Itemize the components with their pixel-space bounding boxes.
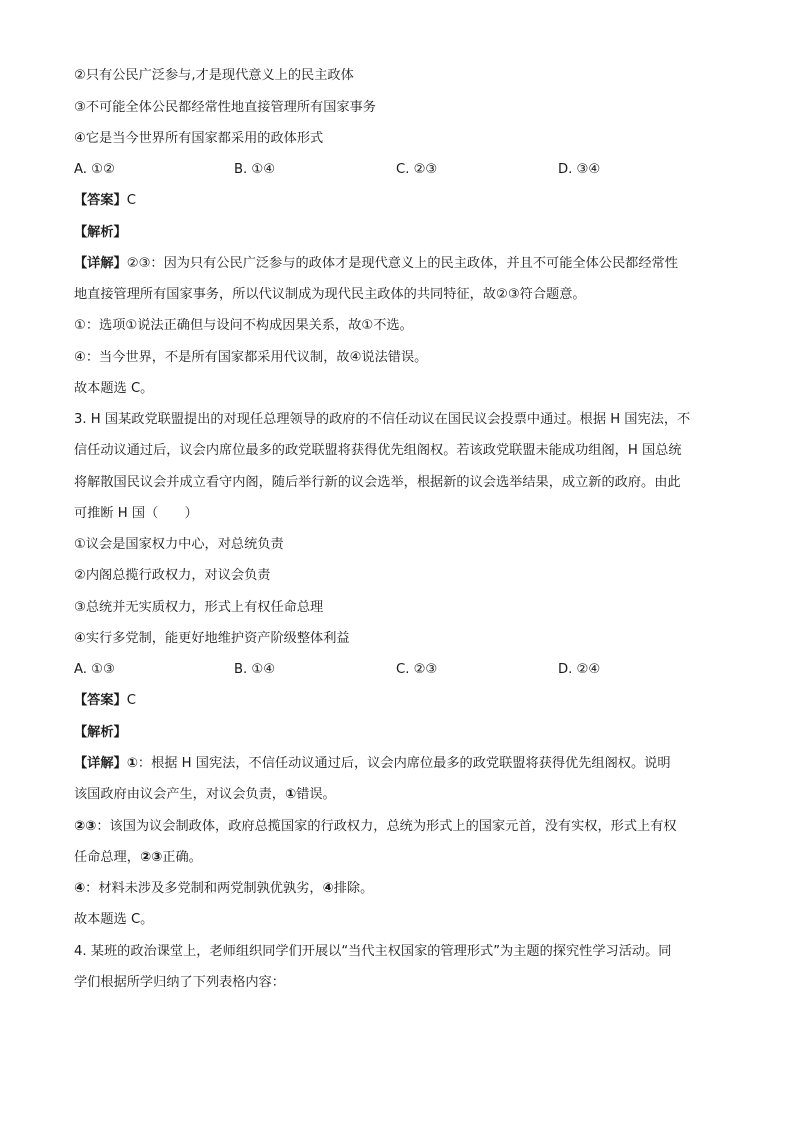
q3-conclusion: 故本题选 C。 — [74, 912, 154, 927]
q3-stem-line-4: 可推断 H 国（ ） — [74, 506, 198, 521]
q3-option-1: ①议会是国家权力中心，对总统负责 — [74, 537, 284, 552]
q3-stem-line-1: 3. H 国某政党联盟提出的对现任总理领导的政府的不信任动议在国民议会投票中通过。根据 H 国宪法，不 — [74, 412, 691, 427]
q2-detail-line-4: ④：当今世界，不是所有国家都采用代议制，故④说法错误。 — [74, 350, 428, 365]
q2-answer — [74, 192, 734, 210]
q2-detail-line-2: 地直接管理所有国家事务，所以代议制成为现代民主政体的共同特征，故②③符合题意。 — [74, 287, 586, 302]
detail-tag: 【详解】 — [74, 756, 127, 771]
answer-tag: 【答案】 — [74, 693, 127, 708]
q2-detail-line-3: ①：选项①说法正确但与设问不构成因果关系，故①不选。 — [74, 318, 413, 333]
q2-option-2: ②只有公民广泛参与,才是现代意义上的民主政体 — [74, 68, 354, 83]
q3-option-2: ②内阁总揽行政权力，对议会负责 — [74, 568, 271, 583]
q3-detail-line-1: 【详解】①：根据 H 国宪法，不信任动议通过后，议会内席位最多的政党联盟将获得优先组阁权。说明 — [74, 756, 671, 771]
q2-option-4: ④它是当今世界所有国家都采用的政体形式 — [74, 131, 324, 146]
q3-detail-line-2: 该国政府由议会产生，对议会负责，①错误。 — [74, 787, 336, 802]
q3-choice-c: C. ②③ — [396, 662, 438, 677]
q3-option-4: ④实行多党制，能更好地维护资产阶级整体利益 — [74, 631, 350, 646]
answer-value: C — [126, 193, 136, 208]
q3-choice-d: D. ②④ — [558, 662, 601, 677]
q2-choice-d: D. ③④ — [558, 162, 601, 177]
q3-detail-line-3: ②③：该国为议会制政体，政府总揽国家的行政权力，总统为形式上的国家元首，没有实权，形式上有权 — [74, 819, 677, 834]
q2-choice-b: B. ①④ — [234, 162, 276, 177]
q3-stem-line-3: 将解散国民议会并成立看守内阁，随后举行新的议会选举，根据新的议会选举结果，成立新的政府。由此 — [74, 475, 681, 490]
q2-analysis-tag: 【解析】 — [74, 225, 127, 240]
q2-conclusion: 故本题选 C。 — [74, 381, 154, 396]
q4-stem-line-1: 4. 某班的政治课堂上，老师组织同学们开展以“当代主权国家的管理形式”为主题的探究性学习活动。同 — [74, 944, 672, 959]
q3-choice-a: A. ①③ — [74, 662, 115, 677]
q4-stem-line-2: 学们根据所学归纳了下列表格内容： — [74, 975, 285, 990]
q3-detail-line-5: ④：材料未涉及多党制和两党制孰优孰劣，④排除。 — [74, 881, 374, 896]
q2-option-3: ③不可能全体公民都经常性地直接管理所有国家事务 — [74, 100, 376, 115]
q3-option-3: ③总统并无实质权力，形式上有权任命总理 — [74, 600, 324, 615]
q2-choice-c: C. ②③ — [396, 162, 438, 177]
q3-answer — [74, 692, 734, 710]
detail-tag: 【详解】 — [74, 256, 127, 271]
q3-stem-line-2: 信任动议通过后，议会内席位最多的政党联盟将获得优先组阁权。若该政党联盟未能成功组阁，H 国总统 — [74, 443, 682, 458]
q3-analysis-tag: 【解析】 — [74, 725, 127, 740]
answer-tag: 【答案】 — [74, 193, 127, 208]
answer-value: C — [126, 693, 136, 708]
q2-choice-a: A. ①② — [74, 162, 115, 177]
q3-detail-line-4: 任命总理，②③正确。 — [74, 850, 202, 865]
q2-detail-line-1: 【详解】②③：因为只有公民广泛参与的政体才是现代意义上的民主政体，并且不可能全体公民都经常性 — [74, 256, 678, 271]
q3-choice-b: B. ①④ — [234, 662, 276, 677]
